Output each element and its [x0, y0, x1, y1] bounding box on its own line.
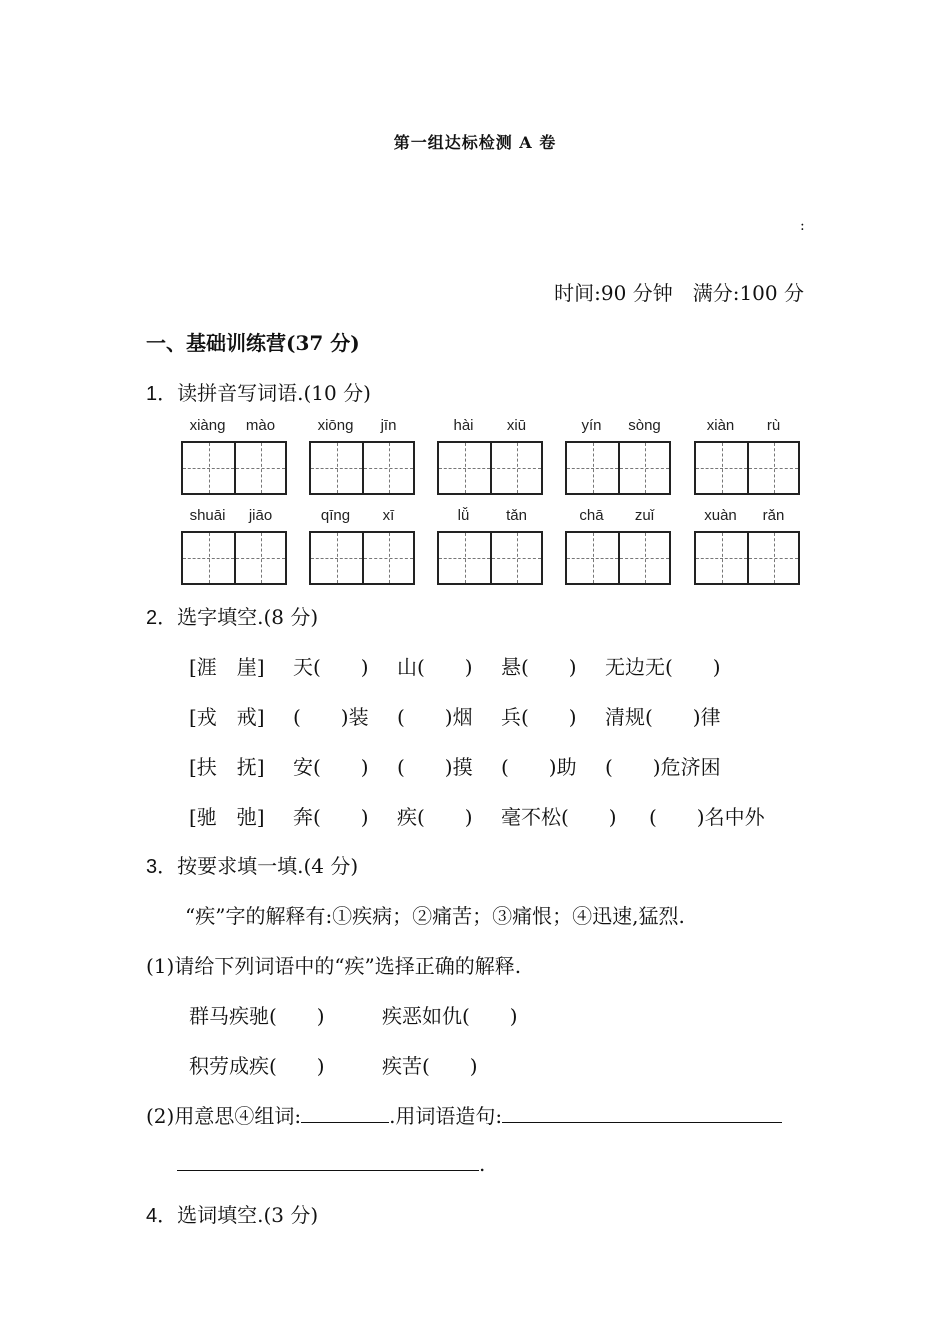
char-pair: [扶 抚]	[189, 755, 265, 779]
writing-grid-box[interactable]	[181, 531, 287, 585]
colon-mark: :	[800, 218, 805, 234]
pinyin-syllable: xuàn	[704, 507, 737, 524]
definitions-intro: “疾”字的解释有:①疾病；②痛苦；③痛恨；④迅速,猛烈.	[185, 904, 685, 928]
section-basic-training: 一、基础训练营(37 分)	[146, 331, 360, 355]
fill-item[interactable]: 山( )	[397, 655, 473, 679]
pinyin-item	[181, 417, 287, 441]
pinyin-syllable: jiāo	[248, 507, 273, 524]
pinyin-syllable: yín	[581, 417, 602, 434]
question-4-heading	[146, 1199, 318, 1228]
question-1-text: 读拼音写词语.(10 分)	[177, 381, 371, 405]
char-pair: [驰 弛]	[189, 805, 265, 829]
sub-question-2-label: (2)用意思④组词:	[146, 1104, 302, 1128]
question-1-heading	[146, 377, 371, 406]
writing-grid-box[interactable]	[309, 531, 415, 585]
pinyin-syllable: hài	[453, 417, 474, 434]
pinyin-syllable: rù	[766, 417, 781, 434]
writing-grid-box[interactable]	[437, 441, 543, 495]
question-3-heading	[146, 850, 358, 879]
sentence-answer-blank-2[interactable]	[177, 1150, 479, 1171]
writing-grid-box[interactable]	[694, 441, 800, 495]
fill-item[interactable]: 天( )	[293, 655, 369, 679]
pinyin-item	[437, 417, 543, 441]
fill-item[interactable]: 疾( )	[397, 805, 473, 829]
writing-grid-box[interactable]	[694, 531, 800, 585]
question-3-text: 按要求填一填.(4 分)	[177, 854, 359, 878]
pinyin-item	[565, 507, 671, 531]
time-score-info: 时间:90 分钟 满分:100 分	[554, 281, 804, 305]
pinyin-item	[309, 417, 415, 441]
char-pair: [涯 崖]	[189, 655, 265, 679]
pinyin-syllable: mào	[245, 417, 276, 434]
pinyin-item	[309, 507, 415, 531]
pinyin-syllable: rǎn	[762, 507, 785, 524]
word-choice-item[interactable]: 积劳成疾( )	[189, 1054, 325, 1078]
question-4-number: 4．	[146, 1205, 178, 1227]
char-pair: [戎 戒]	[189, 705, 265, 729]
writing-grid-box[interactable]	[565, 441, 671, 495]
writing-grid-box[interactable]	[437, 531, 543, 585]
question-2-heading	[146, 601, 318, 630]
fill-item[interactable]: 悬( )	[501, 655, 577, 679]
sentence-label: .用词语造句:	[389, 1104, 503, 1128]
question-2-text: 选字填空.(8 分)	[177, 605, 319, 629]
word-choice-item[interactable]: 疾恶如仇( )	[382, 1004, 518, 1028]
fill-item[interactable]: 奔( )	[293, 805, 369, 829]
fill-item[interactable]: 清规( )律	[605, 705, 721, 729]
sentence-end-period: .	[479, 1152, 486, 1176]
fill-item[interactable]: ( )助	[501, 755, 577, 779]
question-1-number: 1．	[146, 383, 178, 405]
pinyin-syllable: jīn	[380, 417, 397, 434]
pinyin-syllable: xiàng	[189, 417, 226, 434]
pinyin-syllable: tǎn	[506, 507, 527, 524]
pinyin-syllable: shuāi	[189, 507, 226, 524]
pinyin-syllable: qīng	[320, 507, 351, 524]
pinyin-syllable: xiū	[506, 417, 527, 434]
sentence-answer-blank[interactable]	[502, 1102, 782, 1123]
writing-grid-box[interactable]	[181, 441, 287, 495]
page-title: 第一组达标检测 A 卷	[393, 133, 557, 152]
writing-grid-box[interactable]	[565, 531, 671, 585]
pinyin-item	[565, 417, 671, 441]
fill-item[interactable]: 安( )	[293, 755, 369, 779]
fill-item[interactable]: 无边无( )	[605, 655, 721, 679]
question-2-number: 2．	[146, 607, 178, 629]
fill-item[interactable]: ( )摸	[397, 755, 473, 779]
pinyin-item	[437, 507, 543, 531]
pinyin-item	[694, 507, 800, 531]
pinyin-item	[181, 507, 287, 531]
pinyin-syllable: lǚ	[457, 507, 470, 524]
fill-item[interactable]: ( )装	[293, 705, 369, 729]
question-3-number: 3．	[146, 856, 178, 878]
fill-item[interactable]: ( )名中外	[649, 805, 765, 829]
pinyin-item	[694, 417, 800, 441]
fill-item[interactable]: 兵( )	[501, 705, 577, 729]
pinyin-syllable: xī	[382, 507, 395, 524]
fill-item[interactable]: ( )烟	[397, 705, 473, 729]
pinyin-syllable: chā	[579, 507, 604, 524]
sub-question-1: (1)请给下列词语中的“疾”选择正确的解释.	[146, 954, 522, 978]
fill-item[interactable]: 毫不松( )	[501, 805, 617, 829]
fill-item[interactable]: ( )危济困	[605, 755, 721, 779]
pinyin-syllable: zuǐ	[634, 507, 655, 524]
sub-question-2	[146, 1100, 782, 1129]
word-choice-item[interactable]: 疾苦( )	[382, 1054, 478, 1078]
word-choice-item[interactable]: 群马疾驰( )	[189, 1004, 325, 1028]
pinyin-syllable: sòng	[628, 417, 661, 434]
word-answer-blank[interactable]	[301, 1102, 389, 1123]
writing-grid-box[interactable]	[309, 441, 415, 495]
sentence-continuation	[177, 1150, 485, 1176]
pinyin-syllable: xiōng	[317, 417, 354, 434]
question-4-text: 选词填空.(3 分)	[177, 1203, 319, 1227]
pinyin-syllable: xiàn	[706, 417, 735, 434]
